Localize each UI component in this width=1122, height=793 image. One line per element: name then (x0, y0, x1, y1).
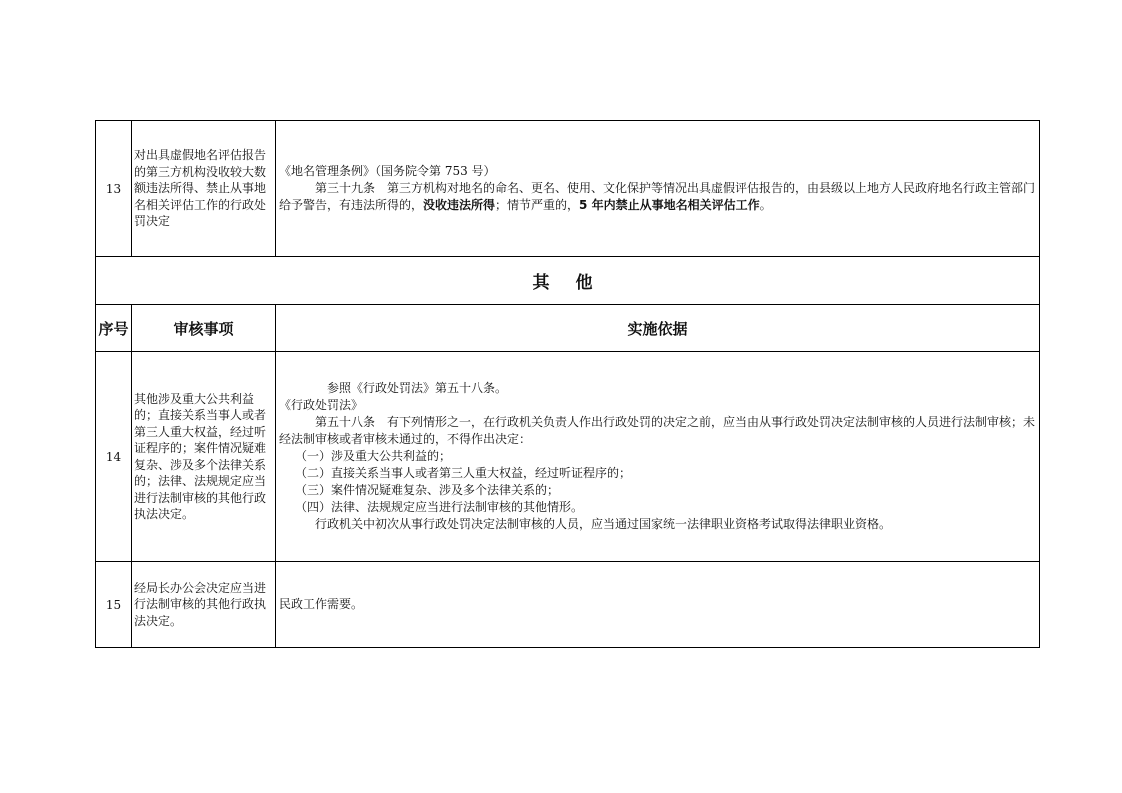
legal-basis (276, 562, 1040, 648)
review-item: 其他涉及重大公共利益的；直接关系当事人或者第三人重大权益，经过听证程序的；案件情况疑难复杂、涉及多个法律关系的；法律、法规规定应当进行法制审核的其他行政执法决定。 (132, 352, 276, 562)
article-text: 第三十九条 第三方机构对地名的命名、更名、使用、文化保护等情况出具虚假评估报告的，由县级以上地方人民政府地名行政主管部门给予警告，有违法所得的， (279, 181, 1036, 212)
header-num: 序号 (96, 305, 132, 352)
review-item: 经局长办公会决定应当进行法制审核的其他行政执法决定。 (132, 562, 276, 648)
legal-basis (276, 121, 1040, 257)
table-row (96, 121, 1040, 257)
clause-3: （三）案件情况疑难复杂、涉及多个法律关系的； (295, 483, 560, 497)
section-title: 其 他 (96, 257, 1040, 305)
header-basis: 实施依据 (276, 305, 1040, 352)
table-row (96, 352, 1040, 562)
law-article (279, 180, 1036, 214)
law-title: 《行政处罚法》 (279, 398, 364, 412)
reference-line: 参照《行政处罚法》第五十八条。 (327, 381, 508, 395)
article-text: 。 (759, 198, 772, 212)
review-item: 对出具虚假地名评估报告的第三方机构没收较大数额违法所得、禁止从事地名相关评估工作的行政处罚决定 (132, 121, 276, 257)
legal-basis (276, 352, 1040, 562)
header-row (96, 305, 1040, 352)
section-row (96, 257, 1040, 305)
clause-4: （四）法律、法规规定应当进行法制审核的其他情形。 (295, 500, 584, 514)
clause-1: （一）涉及重大公共利益的； (295, 449, 452, 463)
article-emphasis: 没收违法所得 (423, 198, 496, 212)
header-item: 审核事项 (132, 305, 276, 352)
article-text: ；情节严重的， (495, 198, 580, 212)
law-title: 《地名管理条例》（国务院令第 753 号） (279, 164, 496, 178)
review-items-table (95, 120, 1040, 648)
row-number: 13 (96, 121, 132, 257)
row-number: 15 (96, 562, 132, 648)
row-number: 14 (96, 352, 132, 562)
article-emphasis: 5 年内禁止从事地名相关评估工作 (579, 198, 760, 212)
table-row (96, 562, 1040, 648)
clause-2: （二）直接关系当事人或者第三人重大权益，经过听证程序的； (295, 466, 632, 480)
law-article: 第五十八条 有下列情形之一，在行政机关负责人作出行政处罚的决定之前，应当由从事行政处罚决定法制审核的人员进行法制审核；未经法制审核或者审核未通过的，不得作出决定： (279, 415, 1036, 446)
closing-clause: 行政机关中初次从事行政处罚决定法制审核的人员，应当通过国家统一法律职业资格考试取得法律职业资格。 (315, 517, 892, 531)
basis-text: 民政工作需要。 (279, 597, 364, 611)
